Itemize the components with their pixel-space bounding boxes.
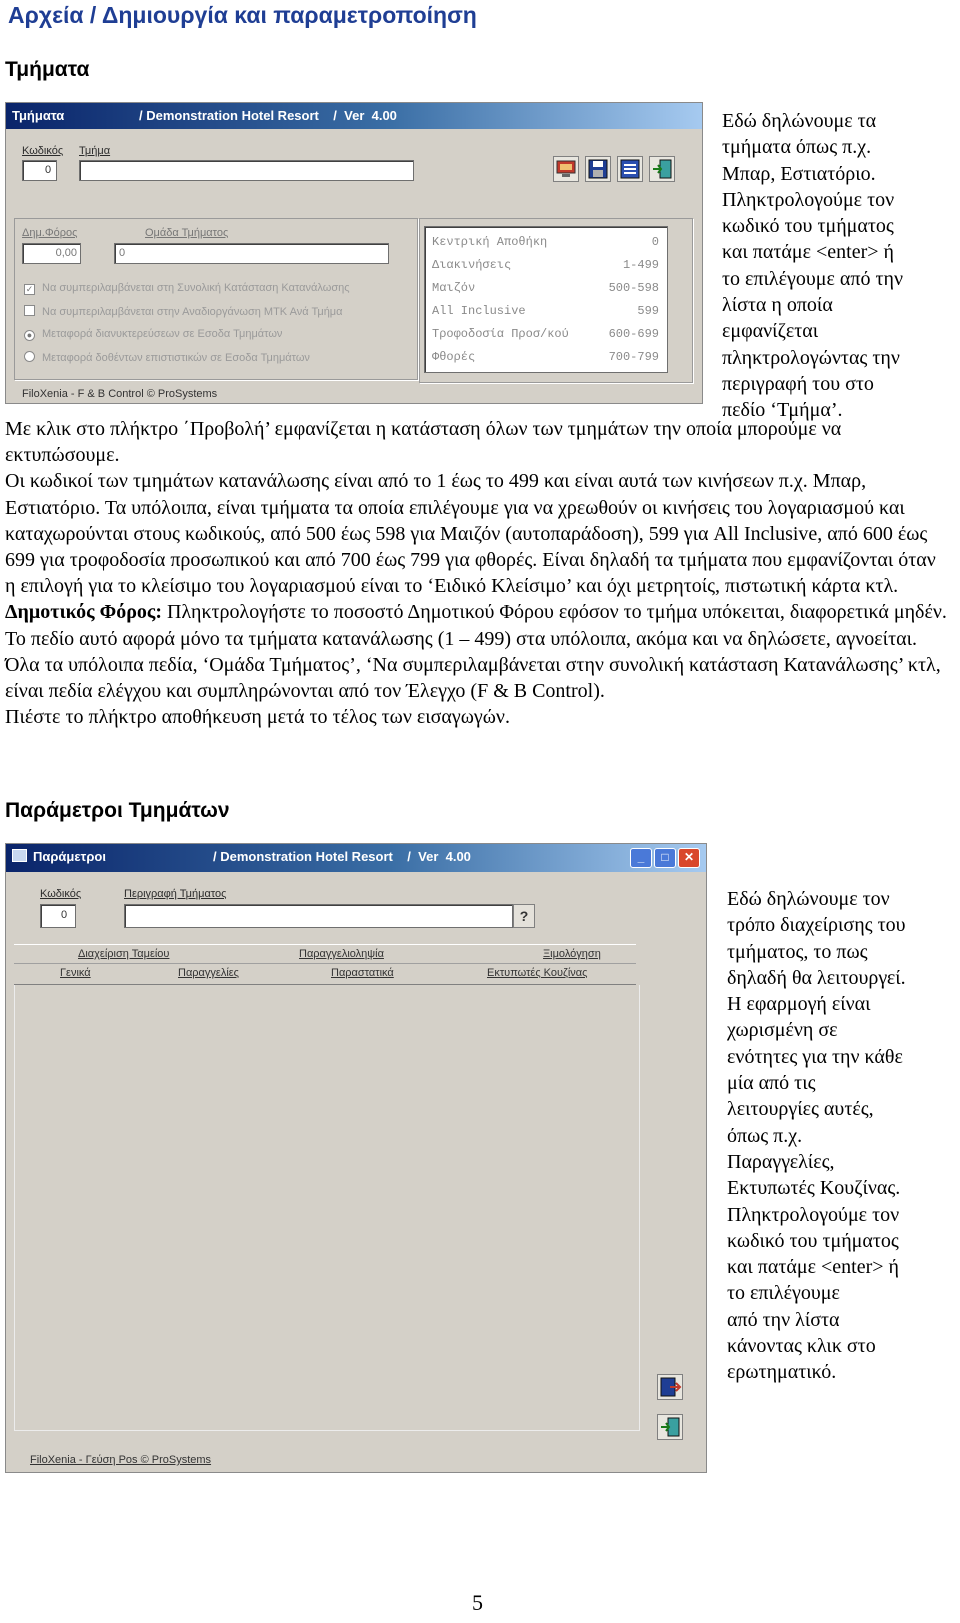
- monitor-icon: [554, 157, 578, 181]
- section-heading-departments: Τμήματα: [5, 58, 90, 81]
- paragraph: Πιέστε το πλήκτρο αποθήκευση μετά το τέλος των εισαγωγών.: [5, 706, 510, 729]
- app-icon: [12, 849, 27, 862]
- exit-button[interactable]: [649, 156, 675, 182]
- group-value: 0: [119, 247, 126, 259]
- floppy-icon: [586, 157, 610, 181]
- window-title: Τμήματα: [12, 108, 65, 123]
- departments-body-text: [5, 416, 950, 730]
- code-input[interactable]: [22, 160, 57, 181]
- list-item[interactable]: Κεντρική Αποθήκη 0: [432, 235, 659, 249]
- code-input[interactable]: [40, 904, 76, 928]
- window-titlebar: [6, 103, 702, 129]
- reorganization-checkbox[interactable]: Να συμπεριλαμβάνεται στην Αναδιοργάνωση ΜΤΚ Ανά Τμήμα: [24, 305, 343, 318]
- window-title: Παράμετροι: [12, 849, 106, 864]
- tab-order-taking[interactable]: Παραγγελιοληψία: [299, 948, 384, 960]
- tab-orders[interactable]: Παραγγελίες: [178, 967, 239, 979]
- tax-value: 0,00: [55, 247, 77, 259]
- section-heading-parameters: Παράμετροι Τμημάτων: [5, 799, 230, 822]
- tab-cash-management[interactable]: Διαχείριση Ταμείου: [78, 948, 170, 960]
- departments-window: [5, 102, 703, 404]
- save-button[interactable]: [585, 156, 611, 182]
- tax-label: Δημ.Φόρος: [22, 227, 78, 239]
- preview-button[interactable]: [553, 156, 579, 182]
- exit-button[interactable]: [657, 1414, 683, 1440]
- paragraph: Όλα τα υπόλοιπα πεδία, ‘Ομάδα Τμήματος’, ‘Να συμπεριλαμβάνεται στην συνολική κατάσταση Κατανάλωσης’ κτλ, είναι πεδία ελέγχου και συμπληρώνονται από τον Έλεγχο (F & B Control).: [5, 653, 941, 703]
- tax-input[interactable]: [22, 243, 81, 264]
- page-title: Αρχεία / Δημιουργία και παραμετροποίηση: [8, 2, 477, 28]
- department-label: Τμήμα: [79, 145, 111, 157]
- list-item[interactable]: Μαιζόν 500-598: [432, 281, 659, 295]
- radio-selected-icon: ●: [24, 330, 35, 341]
- page-number: 5: [472, 1590, 483, 1615]
- code-label: Κωδικός: [40, 888, 82, 900]
- list-item[interactable]: Διακινήσεις 1-499: [432, 258, 659, 272]
- minimize-button[interactable]: _: [630, 848, 652, 868]
- list-item[interactable]: All Inclusive 599: [432, 304, 659, 318]
- window-footer: FiloXenia - F & B Control © ProSystems: [22, 388, 218, 400]
- code-value: 0: [45, 164, 52, 176]
- exit-door-icon: [658, 1415, 682, 1439]
- group-label: Ομάδα Τμήματος: [145, 227, 229, 239]
- paragraph: Οι κωδικοί των τμημάτων κατανάλωσης είναι από το 1 έως το 499 και είναι αυτά των κινήσεων π.χ. Μπαρ, Εστιατόριο. Τα υπόλοιπα, είναι τμήματα τα οποία επιλέγουμε για να χρεωθούν οι κινήσεις του λογαριασμού και καταχωρούνται στους κωδικούς, από 500 έως 598 για Μαιζόν (αυτοπαράδοση), 599 για All Inclusive, από 600 έως 699 για τροφοδοσία προσωπικού και από 700 έως 799 για φθορές. Είναι δηλαδή τα τμήματα που εμφανίζονται όταν η επιλογή για το κλείσιμο του λογαριασμού είναι το ‘Ειδικό Κλείσιμο’ και όχι μετρητοίς, πιστωτική κάρτα κτλ.: [5, 470, 936, 598]
- tab-content-panel: [14, 985, 640, 1431]
- exit-door-icon: [650, 157, 674, 181]
- tax-term: Δημοτικός Φόρος:: [5, 601, 163, 624]
- code-label: Κωδικός: [22, 145, 64, 157]
- consumption-report-checkbox[interactable]: ✓ Να συμπεριλαμβάνεται στη Συνολική Κατάσταση Κατανάλωσης: [25, 282, 350, 294]
- floppy-arrow-icon: [658, 1375, 682, 1399]
- window-titlebar: [6, 844, 706, 872]
- save-all-button[interactable]: [617, 156, 643, 182]
- window-footer: FiloXenia - Γεύση Pos © ProSystems: [30, 1454, 212, 1466]
- maximize-button[interactable]: □: [654, 848, 676, 868]
- close-button[interactable]: ✕: [678, 848, 700, 868]
- tab-invoicing[interactable]: Ξιμολόγηση: [543, 948, 601, 960]
- paragraph: Δημοτικός Φόρος: Πληκτρολογήστε το ποσοστό Δημοτικού Φόρου εφόσον το τμήμα υπόκειται, διαφορετικά μηδέν. Το πεδίο αυτό αφορά μόνο τα τμήματα κατανάλωσης (1 – 499) στα υπόλοιπα, ακόμα και να δηλώσετε, αγνοείται.: [5, 601, 947, 650]
- tab-kitchen-printers[interactable]: Εκτυπωτές Κουζίνας: [487, 967, 588, 979]
- department-input[interactable]: [79, 160, 414, 181]
- tab-documents[interactable]: Παραστατικά: [331, 967, 394, 979]
- department-types-list: [424, 226, 668, 373]
- list-item[interactable]: Τροφοδοσία Προσ/κού 600-699: [432, 327, 659, 341]
- window-subtitle: / Demonstration Hotel Resort / Ver 4.00: [139, 108, 397, 123]
- parameters-side-description: Εδώ δηλώνουμε τον τρόπο διαχείρισης του τμήματος, το πως δηλαδή θα λειτουργεί. Η εφαρμογή είναι χωρισμένη σε ενότητες για την κάθε μία από τις λειτουργίες αυτές, όπως π.χ. Παραγγελίες, Εκτυπωτές Κουζίνας. Πληκτρολογούμε τον κωδικό του τμήματος και πατάμε <enter> ή το επιλέγουμε από την λίστα κάνοντας κλικ στο ερωτηματικό.: [727, 888, 906, 1384]
- overnight-transfer-radio[interactable]: ● Μεταφορά διανυκτερεύσεων σε Εσοδα Τμημάτων: [24, 328, 282, 341]
- list-item[interactable]: Φθορές 700-799: [432, 350, 659, 364]
- group-input[interactable]: [114, 243, 389, 264]
- given-transfer-radio[interactable]: Μεταφορά δοθέντων επιστιστικών σε Εσοδα Τμημάτων: [24, 351, 310, 364]
- tab-general[interactable]: Γενικά: [60, 967, 91, 979]
- code-value: 0: [61, 909, 68, 921]
- departments-side-description: Εδώ δηλώνουμε τα τμήματα όπως π.χ. Μπαρ, Εστιατόριο. Πληκτρολογούμε τον κωδικό του τμήματος και πατάμε <enter> ή το επιλέγουμε από την λίστα η οποία εμφανίζεται πληκτρολογώντας την περιγραφή του στο πεδίο ‘Τμήμα’.: [722, 110, 903, 422]
- save-button[interactable]: [657, 1374, 683, 1400]
- multi-save-icon: [618, 157, 642, 181]
- window-subtitle: / Demonstration Hotel Resort / Ver 4.00: [213, 849, 471, 864]
- lookup-button[interactable]: ?: [513, 904, 535, 928]
- paragraph: Με κλικ στο πλήκτρο ΄Προβολή’ εμφανίζεται η κατάσταση όλων των τμημάτων την οποία μπορούμε να εκτυπώσουμε.: [5, 418, 842, 467]
- description-label: Περιγραφή Τμήματος: [124, 888, 227, 900]
- description-input[interactable]: [124, 904, 513, 928]
- checkmark-icon: ✓: [25, 284, 34, 294]
- parameters-window: [5, 843, 707, 1473]
